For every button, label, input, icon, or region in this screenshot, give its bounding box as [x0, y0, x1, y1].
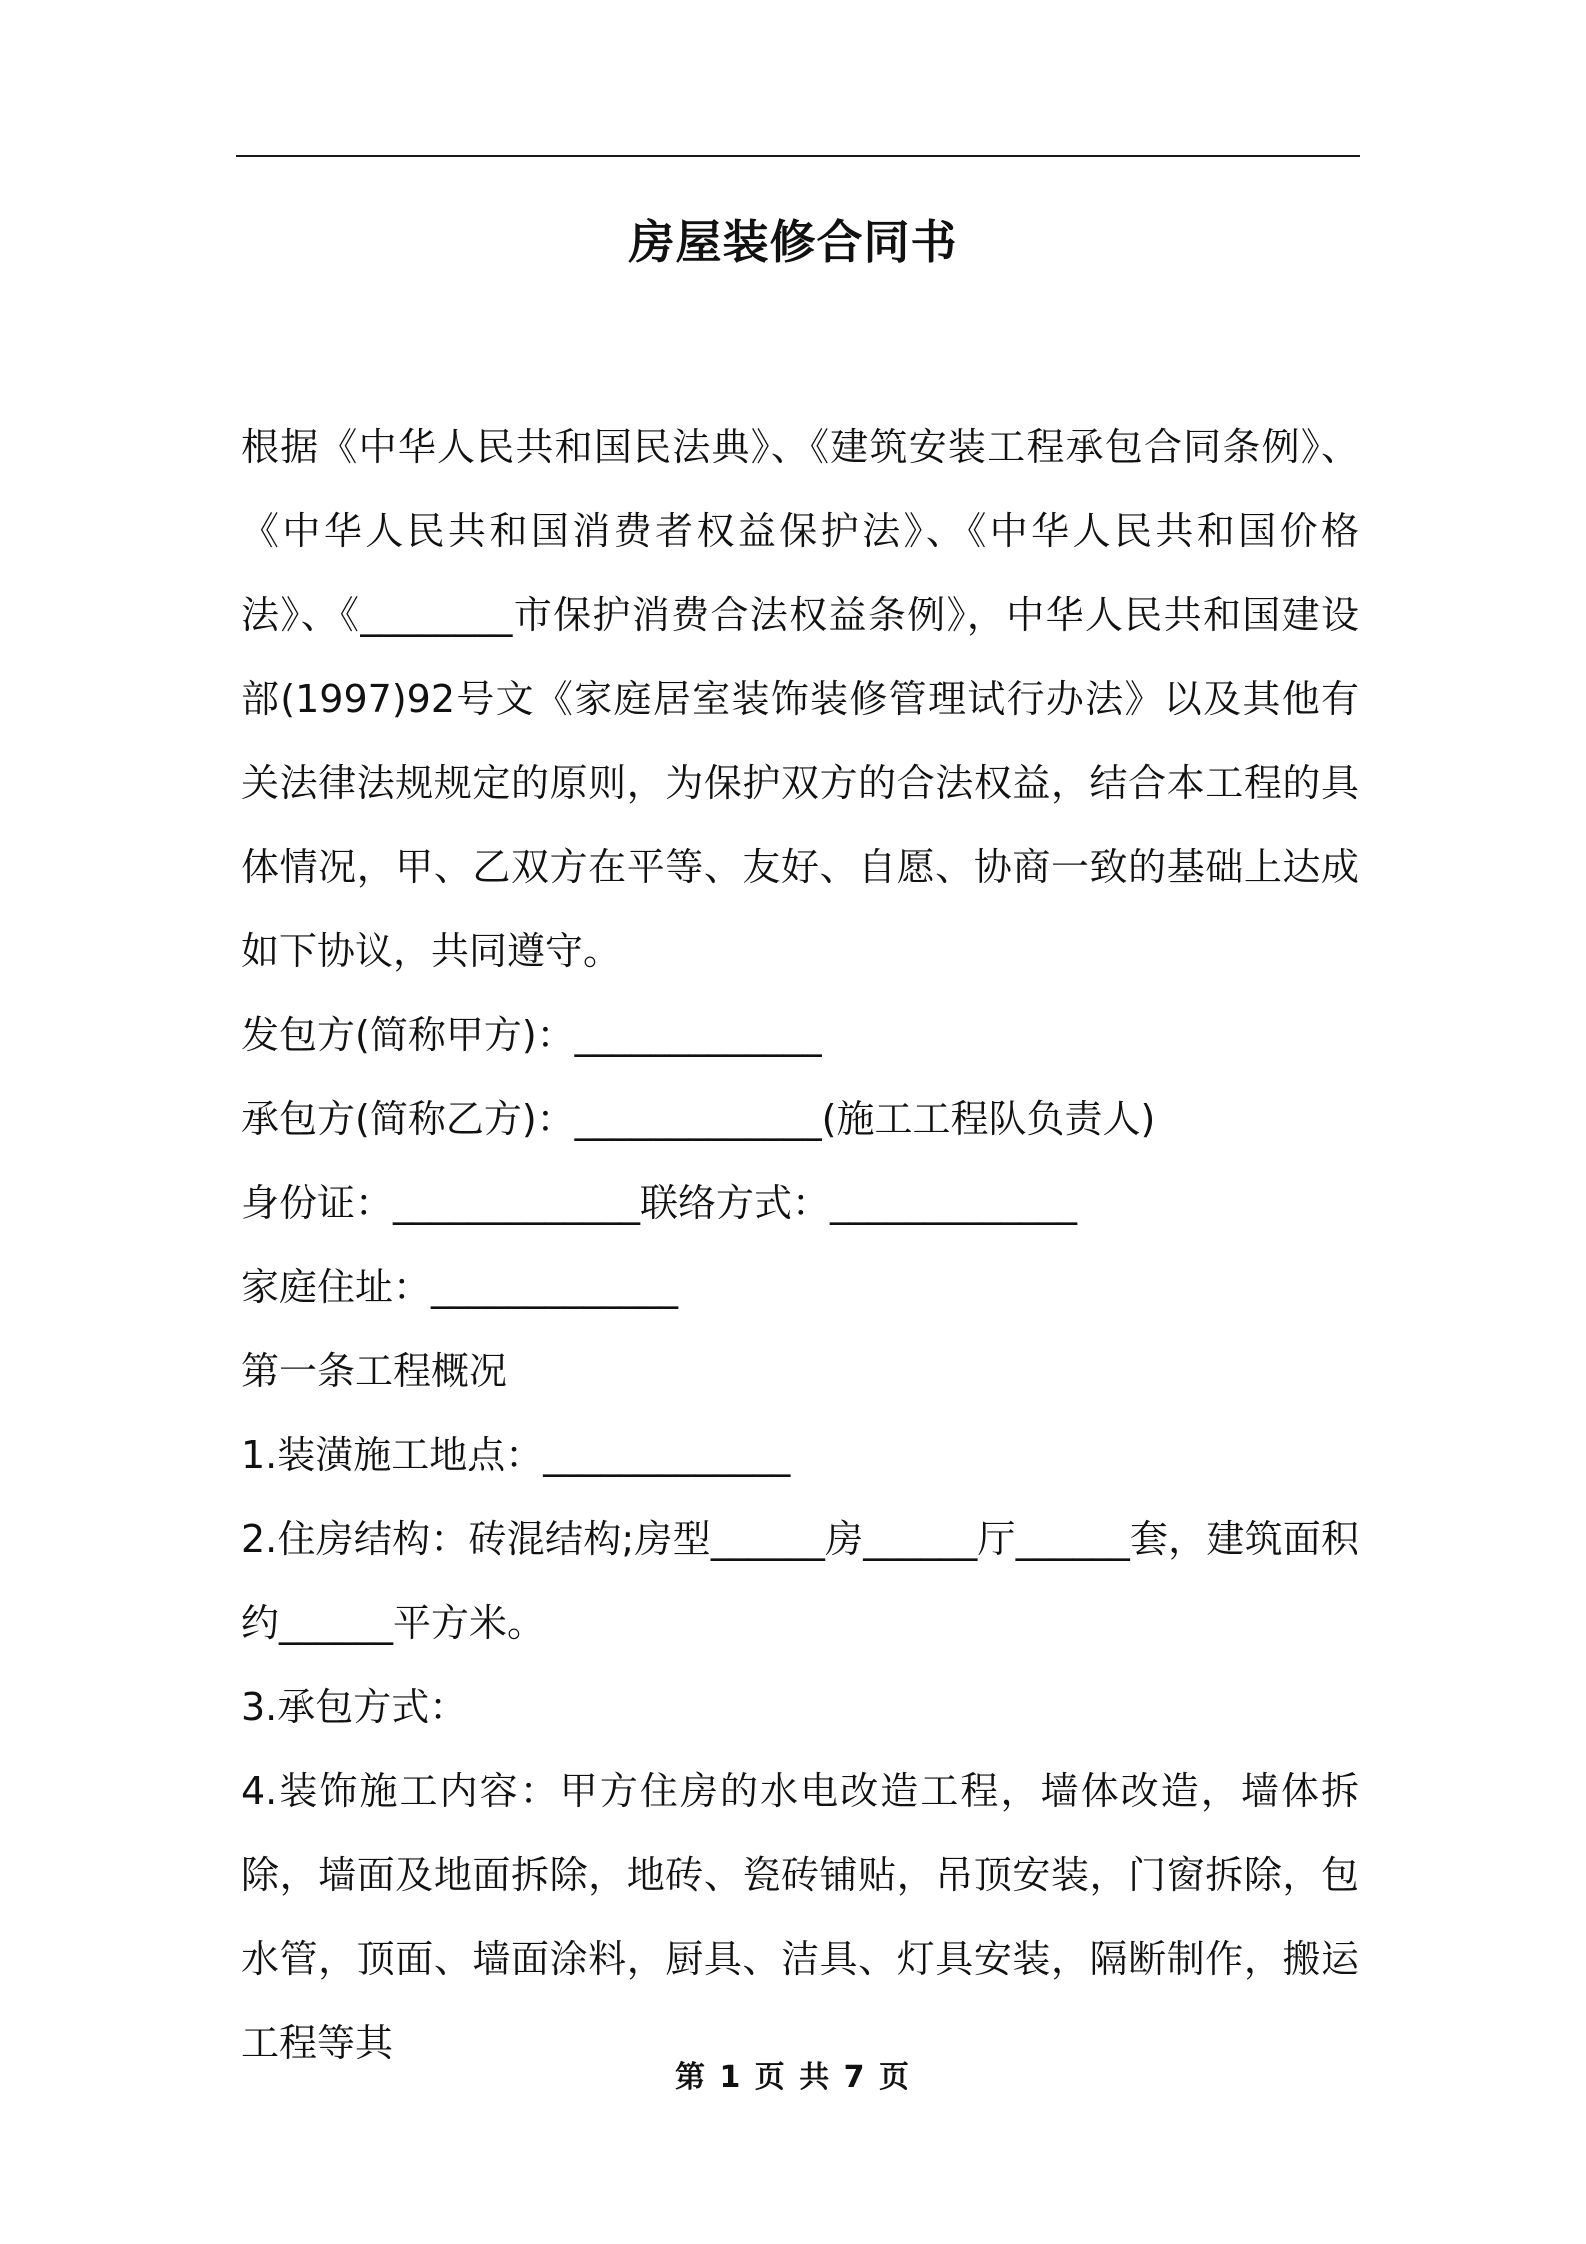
clause-3-contract-method: 3.承包方式：: [241, 1685, 468, 1729]
clause-4-scope: 4.装饰施工内容：甲方住房的水电改造工程，墙体改造，墙体拆除，墙面及地面拆除，地砖、瓷砖铺贴，吊顶安装，门窗拆除，包水管，顶面、墙面涂料，厨具、洁具、灯具安装，隔断制作，搬运工程等其: [241, 1769, 1359, 2065]
preamble-paragraph: 根据《中华人民共和国民法典》、《建筑安装工程承包合同条例》、《中华人民共和国消费者权益保护法》、《中华人民共和国价格法》、《________市保护消费合法权益条例》，中华人民共和国建设部(1997)92号文《家庭居室装饰装修管理试行办法》以及其他有关法律法规规定的原则，为保护双方的合法权益，结合本工程的具体情况，甲、乙双方在平等、友好、自愿、协商一致的基础上达成如下协议，共同遵守。: [241, 425, 1359, 973]
id-contact-line: 身份证：_____________联络方式：_____________: [241, 1181, 1078, 1225]
document-body: [241, 405, 1359, 2085]
header-rule: [236, 155, 1360, 157]
party-b-line: 承包方(简称乙方)：_____________(施工工程队负责人): [241, 1097, 1156, 1141]
home-address-line: 家庭住址：_____________: [241, 1265, 679, 1309]
document-title: 房屋装修合同书: [628, 215, 958, 269]
clause-2-structure: 2.住房结构：砖混结构;房型______房______厅______套，建筑面积约______平方米。: [241, 1517, 1359, 1645]
party-a-line: 发包方(简称甲方)：_____________: [241, 1013, 822, 1057]
page-footer: 第 1 页 共 7 页: [675, 2060, 911, 2095]
article-one-heading: 第一条工程概况: [241, 1349, 508, 1393]
clause-1-location: 1.装潢施工地点：_____________: [241, 1433, 791, 1477]
